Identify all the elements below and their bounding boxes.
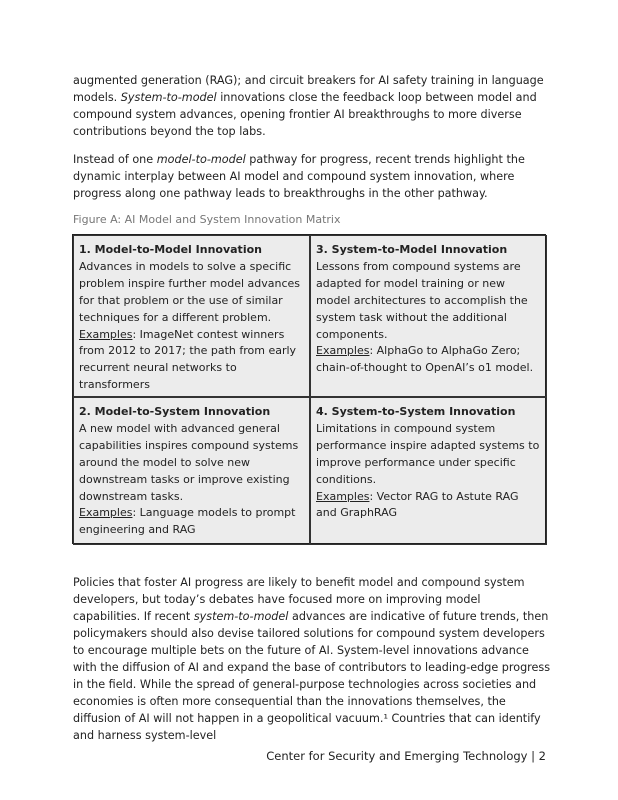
matrix-cell-model-to-model bbox=[73, 235, 310, 397]
examples-text: : ImageNet contest winners from 2012 to 2017; the path from early recurrent neural networks to transformers bbox=[79, 327, 297, 392]
page-footer: Center for Security and Emerging Technology | 2 bbox=[266, 749, 546, 763]
cell-body bbox=[79, 421, 304, 539]
innovation-matrix bbox=[72, 234, 546, 544]
examples-text: : AlphaGo to AlphaGo Zero; chain-of-thought to OpenAI’s o1 model. bbox=[316, 344, 534, 375]
text-run: innovations close the feedback loop between model and compound system advances, opening frontier AI breakthroughs to more diverse contributions beyond the top labs. bbox=[73, 91, 537, 138]
text-run: pathway for progress, recent trends highlight the dynamic interplay between AI model and compound system innovation, where progress along one pathway leads to breakthroughs in the other pathway. bbox=[73, 153, 525, 200]
examples-label: Examples bbox=[79, 506, 133, 520]
cell-title: 3. System-to-Model Innovation bbox=[316, 243, 508, 256]
examples-label: Examples bbox=[316, 489, 370, 503]
text-run: advances are indicative of future trends, then policymakers should also devise tailored solutions for compound system developers to encourage multiple bets on the future of AI. System-level innovations advance with the diffusion of AI and expand the base of contributors to leading-edge progress in the field. While the spread of general-purpose technologies across societies and economies is often more consequential than the innovations themselves, the diffusion of AI will not happen in a geopolitical vacuum.¹ Countries that can identify and harness system-level bbox=[73, 610, 551, 742]
cell-body bbox=[316, 259, 541, 377]
cell-description: Lessons from compound systems are adapted for model training or new model architectures to accomplish the system task without the additional components. bbox=[316, 259, 528, 341]
cell-title: 1. Model-to-Model Innovation bbox=[79, 243, 262, 256]
text-run: Policies that foster AI progress are likely to benefit model and compound system developers, but today’s debates have focused more on improving model capabilities. If recent bbox=[73, 576, 525, 623]
examples-label: Examples bbox=[79, 327, 133, 341]
examples-label: Examples bbox=[316, 344, 370, 358]
paragraph-intro bbox=[73, 72, 551, 140]
matrix-cell-system-to-system bbox=[310, 397, 547, 545]
figure-caption: Figure A: AI Model and System Innovation Matrix bbox=[73, 213, 341, 226]
emphasis-text: model-to-model bbox=[156, 153, 246, 166]
cell-description: Advances in models to solve a specific problem inspire further model advances for that problem or the use of similar techniques for a different problem. bbox=[79, 259, 301, 324]
cell-description: A new model with advanced general capabilities inspires compound systems around the model to solve new downstream tasks or improve existing downstream tasks. bbox=[79, 421, 299, 503]
cell-body bbox=[316, 421, 541, 522]
cell-body bbox=[79, 259, 304, 394]
examples-text: : Language models to prompt engineering and RAG bbox=[79, 506, 296, 537]
paragraph-policy bbox=[73, 574, 551, 744]
cell-title: 2. Model-to-System Innovation bbox=[79, 405, 271, 418]
matrix-cell-model-to-system bbox=[73, 397, 310, 545]
examples-text: : Vector RAG to Astute RAG and GraphRAG bbox=[316, 489, 519, 520]
emphasis-text: system-to-model bbox=[193, 610, 289, 623]
text-run: Instead of one bbox=[73, 153, 157, 166]
cell-title: 4. System-to-System Innovation bbox=[316, 405, 516, 418]
paragraph-pathway bbox=[73, 151, 551, 202]
cell-description: Limitations in compound system performance inspire adapted systems to improve performance under specific conditions. bbox=[316, 421, 540, 486]
emphasis-text: System-to-model bbox=[120, 91, 217, 104]
matrix-cell-system-to-model bbox=[310, 235, 547, 397]
text-run: augmented generation (RAG); and circuit breakers for AI safety training in language models. bbox=[73, 74, 544, 104]
